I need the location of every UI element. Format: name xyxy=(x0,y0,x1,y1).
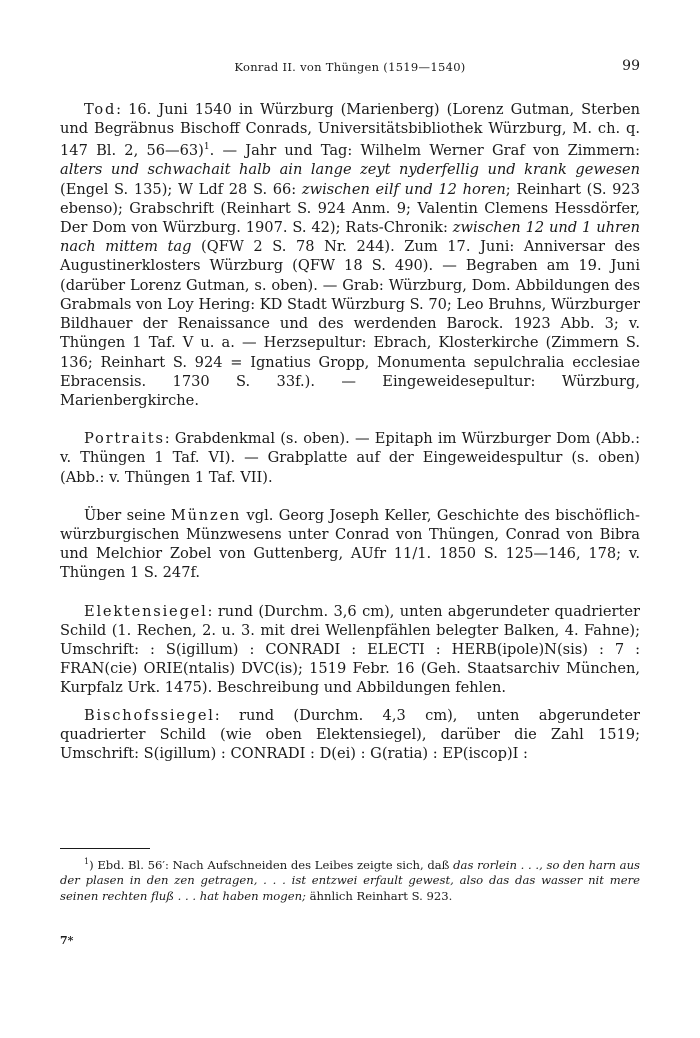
keyword-tod: Tod xyxy=(84,101,117,118)
tod-text-3: (Engel S. 135); W Ldf 28 S. 66: xyxy=(60,180,302,198)
body-text xyxy=(60,100,640,763)
muenzen-text: vgl. Georg Joseph Keller, Geschichte des bischöflich-würzburgischen Münzwesens unter Conrad von Thüngen, Conrad von Bibra und Melchior Zobel von Guttenberg, AUfr 11/1. 1850 S. 125—146, 178; v. Thüngen 1 S. 247f. xyxy=(60,506,640,582)
tod-quote-1: alters und schwachait halb ain lange zeyt nyderfellig und krank gewesen xyxy=(60,161,640,179)
tod-quote-3: zwischen 12 und 1 uhren nach mittem tag xyxy=(60,219,641,256)
paragraph-muenzen xyxy=(60,506,640,583)
footnote-marker: 1 xyxy=(84,857,90,866)
elektensiegel-text: : rund (Durchm. 3,6 cm), unten abgerundeter quadrierter Schild (1. Rechen, 2. u. 3. mit drei Wellenpfählen belegter Balken, 4. Fahne); Umschrift: : S(igillum) : CONRADI : ELECTI : HERB(ipole)N(sis) : 7 : FRAN(cie) ORIE(ntalis) DVC(is); 1519 Febr. 16 (Geh. Staatsarchiv München, Kurpfalz Urk. 1475). Beschreibung und Abbildungen fehlen. xyxy=(60,602,640,697)
footnote-ref[interactable]: 1 xyxy=(203,142,210,153)
footnote-quote: das rorlein . . ., so den harn aus der plasen in den zen getragen, . . . ist entzwei erfault gewest, also das das wasser nit mere seinen rechten fluß . . . hat haben mogen; xyxy=(60,857,640,904)
keyword-muenzen: Münzen xyxy=(170,506,242,524)
tod-text-5: (QFW 2 S. 78 Nr. 244). Zum 17. Juni: Anniversar des Augustinerklosters Würzburg (QFW 18 S. 490). — Begraben am 19. Juni (darüber Lorenz Gutman, s. oben). — Grab: Würzburg, Dom. Abbildungen des Grabmals von Loy Hering: KD Stadt Würzburg S. 70; Leo Bruhns, Würzburger Bildhauer der Renaissance und des werdenden Barock. 1923 Abb. 3; v. Thüngen 1 Taf. V u. a. — Herzsepultur: Ebrach, Klosterkirche (Zimmern S. 136; Reinhart S. 924 = Ignatius Gropp, Monumenta sepulchralia ecclesiae Ebracensis. 1730 S. 33f.). — Eingeweidesepultur: Würzburg, Marienbergkirche. xyxy=(60,238,641,409)
keyword-bischofssiegel: Bischofssiegel xyxy=(84,706,215,724)
signature-mark: 7* xyxy=(60,934,74,947)
muenzen-pre: Über seine xyxy=(84,506,171,524)
paragraph-portraits xyxy=(60,429,640,487)
footnote-text-1: ) Ebd. Bl. 56′: Nach Aufschneiden des Leibes zeigte sich, daß xyxy=(89,857,454,872)
tod-text-2: . — Jahr und Tag: Wilhelm Werner Graf von Zimmern: xyxy=(209,142,640,160)
bischofssiegel-text: : rund (Durchm. 4,3 cm), unten abgerundeter quadrierter Schild (wie oben Elektensiegel), darüber die Zahl 1519; Umschrift: S(igillum) : CONRADI : D(ei) : G(ratia) : EP(iscop)I : xyxy=(60,706,640,762)
tod-quote-2: zwischen eilf und 12 horen xyxy=(301,180,506,198)
keyword-portraits: Portraits xyxy=(84,430,165,448)
tod-text-4: ; Reinhart (S. 923 ebenso); Grabschrift (Reinhart S. 924 Anm. 9; Valentin Clemens Hessdörfer, Der Dom von Würzburg. 1907. S. 42); Rats-Chronik: xyxy=(60,180,641,237)
portraits-text: : Grabdenkmal (s. oben). — Epitaph im Würzburger Dom (Abb.: v. Thüngen 1 Taf. VI). — Grabplatte auf der Eingeweidespultur (s. oben) (Abb.: v. Thüngen 1 Taf. VII). xyxy=(60,430,640,486)
page-header xyxy=(60,60,640,80)
keyword-elektensiegel: Elektensiegel xyxy=(84,602,208,620)
footnote-text-2: ähnlich Reinhart S. 923. xyxy=(305,889,453,904)
footnote-divider xyxy=(60,848,150,849)
page-number: 99 xyxy=(622,58,640,74)
running-head: Konrad II. von Thüngen (1519—1540) xyxy=(234,60,466,74)
paragraph-bischofssiegel xyxy=(60,706,640,764)
paragraph-elektensiegel xyxy=(60,602,640,698)
paragraph-tod xyxy=(60,100,640,410)
tod-text-1: : 16. Juni 1540 in Würzburg (Marienberg) (Lorenz Gutman, Sterben und Begräbnus Bischoff Conrads, Universitätsbibliothek Würzburg, M. ch. q. 147 Bl. 2, 56—63) xyxy=(60,101,640,160)
footnote xyxy=(60,854,640,905)
